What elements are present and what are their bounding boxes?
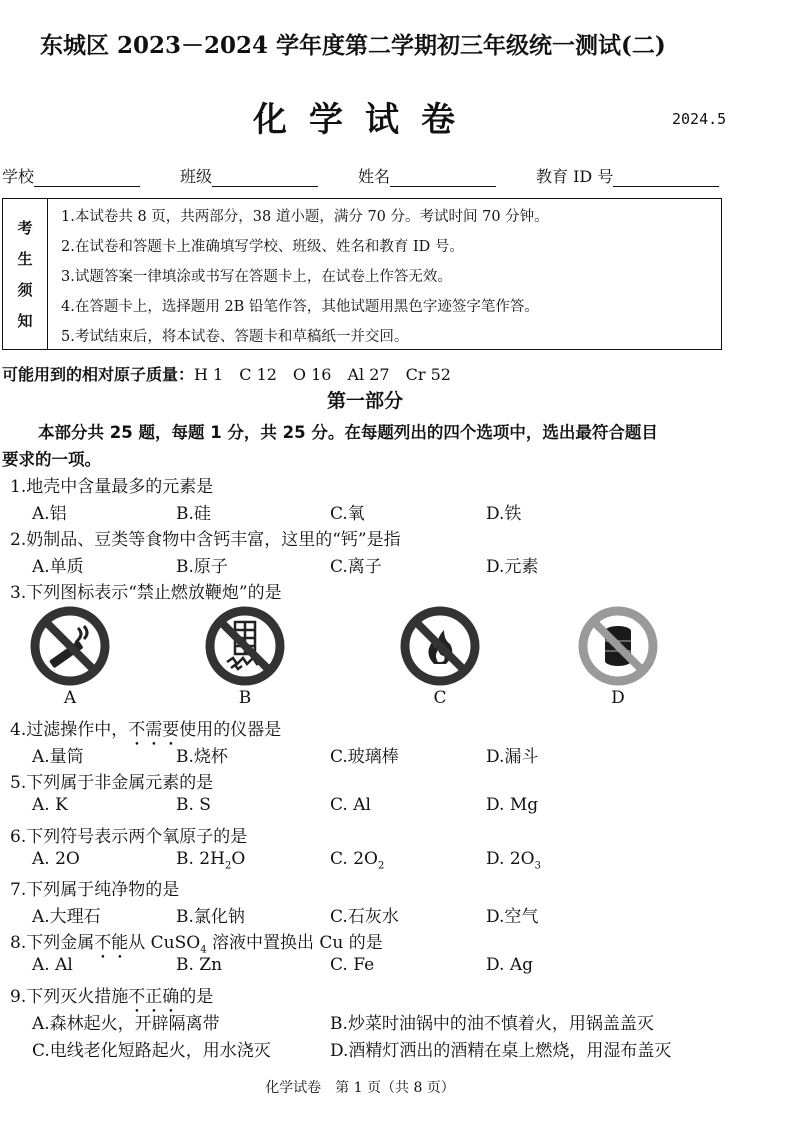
part1-intro-line2: 要求的一项。: [2, 450, 101, 469]
q5-option-b[interactable]: B. S: [176, 795, 211, 815]
q6-option-c-text: C. 2O: [330, 849, 378, 869]
q9-stem-post: 的是: [179, 987, 214, 1007]
notice-item: 1.本试卷共 8 页，共两部分，38 道小题，满分 70 分。考试时间 70 分钟。: [61, 209, 549, 225]
exam-header-title: 东城区 2023－2024 学年度第二学期初三年级统一测试(二): [40, 32, 666, 59]
q8-option-c[interactable]: C. Fe: [330, 955, 375, 975]
q9-option-d[interactable]: D.酒精灯洒出的酒精在桌上燃烧，用湿布盖灭: [330, 1041, 672, 1061]
q7-stem: 7.下列属于纯净物的是: [10, 880, 180, 900]
q2-option-b[interactable]: B.原子: [176, 557, 228, 577]
q7-option-a[interactable]: A.大理石: [32, 907, 101, 927]
q1-option-d[interactable]: D.铁: [486, 504, 522, 524]
q8-option-b[interactable]: B. Zn: [176, 955, 223, 975]
q2-stem: 2.奶制品、豆类等食物中含钙丰富，这里的“钙”是指: [10, 530, 401, 550]
q1-option-a[interactable]: A.铝: [32, 504, 67, 524]
notice-item: 2.在试卷和答题卡上准确填写学校、班级、姓名和教育 ID 号。: [61, 239, 464, 255]
q8-stem-pre: 8.下列金属: [10, 933, 95, 953]
q4-stem-pre: 4.过滤操作中，: [10, 720, 129, 740]
q5-option-d[interactable]: D. Mg: [486, 795, 539, 815]
edu-id-label: 教育 ID 号: [536, 167, 614, 186]
q9-option-c[interactable]: C.电线老化短路起火，用水浇灭: [32, 1041, 271, 1061]
q6-option-a-text: A. 2O: [32, 849, 80, 869]
q6-option-d-subscript: 3: [534, 860, 541, 872]
q9-stem-emphasis: 不正确: [128, 987, 180, 1007]
q4-stem-post: 使用的仪器是: [179, 720, 282, 740]
q1-option-b[interactable]: B.硅: [176, 504, 211, 524]
q4-option-b[interactable]: B.烧杯: [176, 747, 228, 767]
class-label: 班级: [180, 167, 213, 186]
q4-option-d[interactable]: D.漏斗: [486, 747, 539, 767]
q9-option-b[interactable]: B.炒菜时油锅中的油不慎着火，用锅盖盖灭: [330, 1014, 654, 1034]
notice-item: 4.在答题卡上，选择题用 2B 铅笔作答，其他试题用黑色字迹签字笔作答。: [61, 299, 539, 315]
candidate-notice-box: [2, 198, 722, 350]
paper-title: 化学试卷: [253, 100, 477, 140]
part1-title: 第一部分: [326, 390, 403, 412]
q9-stem-pre: 9.下列灭火措施: [10, 987, 129, 1007]
no-fireworks-sign-icon[interactable]: [205, 606, 285, 686]
q7-option-d[interactable]: D.空气: [486, 907, 539, 927]
q9-option-a[interactable]: A.森林起火，开辟隔离带: [32, 1014, 220, 1034]
notice-label-char: 考: [17, 219, 33, 237]
q8-option-a[interactable]: A. Al: [32, 955, 73, 975]
q6-stem: 6.下列符号表示两个氧原子的是: [10, 827, 248, 847]
atomic-mass-values: H 1 C 12 O 16 Al 27 Cr 52: [194, 365, 451, 384]
notice-label-char: 知: [17, 312, 33, 330]
school-label: 学校: [2, 167, 35, 186]
q8-stem-post: 溶液中置换出 Cu 的是: [206, 933, 383, 953]
exam-date: 2024.5: [672, 110, 727, 128]
part1-intro-line1: 本部分共 25 题，每题 1 分，共 25 分。在每题列出的四个选项中，选出最符合题目: [38, 423, 658, 442]
q5-option-c[interactable]: C. Al: [330, 795, 371, 815]
class-field[interactable]: [180, 164, 318, 187]
q8-stem-emphasis: 不能: [94, 933, 129, 953]
q5-stem: 5.下列属于非金属元素的是: [10, 773, 214, 793]
q1-stem: 1.地壳中含量最多的元素是: [10, 477, 214, 497]
q6-option-a[interactable]: [32, 849, 80, 869]
q7-option-c[interactable]: C.石灰水: [330, 907, 399, 927]
q2-option-c[interactable]: C.离子: [330, 557, 382, 577]
notice-label-char: 须: [17, 281, 33, 299]
school-field[interactable]: [2, 164, 140, 187]
q6-option-b-text: B. 2H: [176, 849, 225, 869]
class-blank[interactable]: [212, 168, 318, 187]
q6-option-d-text: D. 2O: [486, 849, 535, 869]
name-label: 姓名: [358, 167, 391, 186]
atomic-mass-line: [2, 362, 451, 385]
q1-option-c[interactable]: C.氧: [330, 504, 365, 524]
q6-option-d[interactable]: [486, 849, 541, 871]
edu-id-blank[interactable]: [613, 168, 719, 187]
page-footer: 化学试卷 第 1 页（共 8 页）: [265, 1080, 455, 1096]
name-blank[interactable]: [390, 168, 496, 187]
q6-option-c[interactable]: [330, 849, 384, 871]
q4-option-c[interactable]: C.玻璃棒: [330, 747, 399, 767]
q8-stem-mid: 从 CuSO: [128, 933, 201, 953]
no-open-flame-sign-icon[interactable]: [400, 606, 480, 686]
q3-label-c: C: [433, 688, 447, 708]
q6-option-b-subscript: 2: [224, 860, 232, 872]
notice-label-column: [3, 199, 48, 349]
q7-option-b[interactable]: B.氯化钠: [176, 907, 245, 927]
no-smoking-sign-icon[interactable]: [30, 606, 110, 686]
no-oil-drum-sign-icon[interactable]: [578, 606, 658, 686]
notice-item: 3.试题答案一律填涂或书写在答题卡上，在试卷上作答无效。: [61, 269, 452, 285]
q8-stem-subscript: 4: [200, 944, 207, 956]
q6-option-c-subscript: 2: [377, 860, 385, 872]
q2-option-d[interactable]: D.元素: [486, 557, 539, 577]
q8-option-d[interactable]: D. Ag: [486, 955, 533, 975]
q6-option-b[interactable]: [176, 849, 245, 871]
q4-stem-emphasis: 不需要: [128, 720, 180, 740]
q6-option-b-tail: O: [231, 849, 246, 869]
q2-option-a[interactable]: A.单质: [32, 557, 84, 577]
notice-item: 5.考试结束后，将本试卷、答题卡和草稿纸一并交回。: [61, 329, 409, 345]
q3-label-b: B: [238, 688, 252, 708]
atomic-mass-label: 可能用到的相对原子质量：: [2, 365, 195, 384]
edu-id-field[interactable]: [536, 164, 719, 187]
q5-option-a[interactable]: A. K: [32, 795, 68, 815]
q4-option-a[interactable]: A.量筒: [32, 747, 84, 767]
q3-stem: 3.下列图标表示“禁止燃放鞭炮”的是: [10, 583, 282, 603]
school-blank[interactable]: [34, 168, 140, 187]
name-field[interactable]: [358, 164, 496, 187]
q3-label-a: A: [63, 688, 77, 708]
q3-label-d: D: [611, 688, 625, 708]
notice-label-char: 生: [17, 250, 33, 268]
